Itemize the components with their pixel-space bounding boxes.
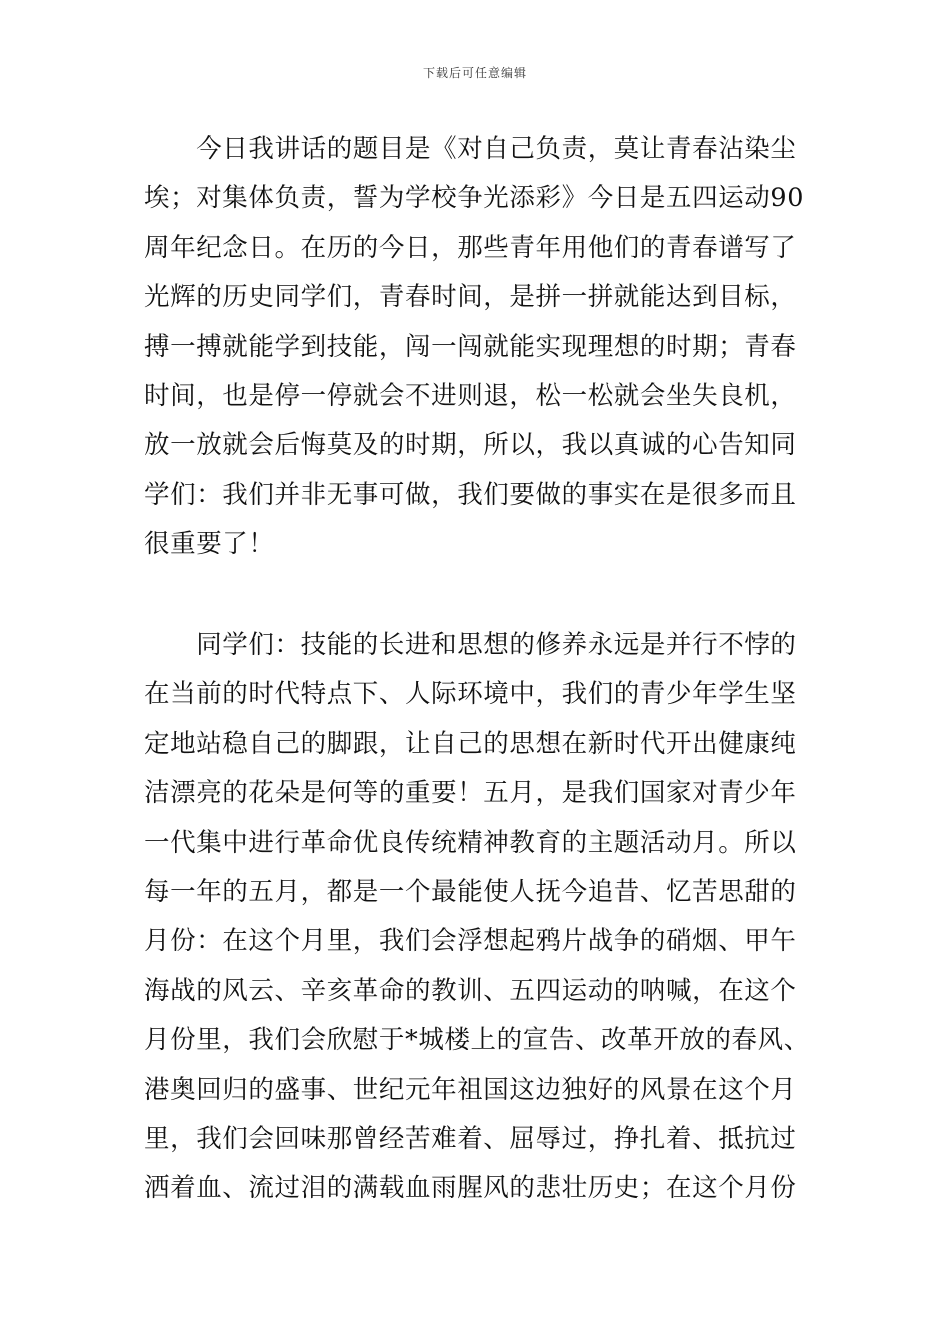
header-note: 下载后可任意编辑 — [422, 66, 527, 80]
paragraph-1 — [144, 125, 810, 570]
text-line: 里，我们会回味那曾经苦难着、屈辱过，挣扎着、抵抗过 — [144, 1123, 797, 1154]
paragraph-2 — [144, 621, 810, 1214]
text-line: 月份：在这个月里，我们会浮想起鸦片战争的硝烟、甲午 — [144, 926, 797, 957]
text-line: 时间，也是停一停就会不进则退，松一松就会坐失良机， — [144, 380, 797, 411]
text-line: 在当前的时代特点下、人际环境中，我们的青少年学生坚 — [144, 679, 797, 710]
text-line: 一代集中进行革命优良传统精神教育的主题活动月。所以 — [144, 827, 797, 858]
text-line: 洒着血、流过泪的满载血雨腥风的悲壮历史；在这个月份 — [144, 1173, 797, 1204]
text-line: 同学们：技能的长进和思想的修养永远是并行不悖的 — [144, 630, 797, 660]
text-line: 光辉的历史同学们，青春时间，是拼一拼就能达到目标， — [144, 282, 797, 313]
text-line: 每一年的五月，都是一个最能使人抚今追昔、忆苦思甜的 — [144, 876, 797, 907]
text-line: 定地站稳自己的脚跟，让自己的思想在新时代开出健康纯 — [144, 728, 797, 759]
text-line: 很重要了！ — [144, 529, 275, 560]
text-line: 洁漂亮的花朵是何等的重要！五月，是我们国家对青少年 — [144, 778, 797, 809]
text-line: 放一放就会后悔莫及的时期，所以，我以真诚的心告知同 — [144, 430, 797, 461]
text-line: 搏一搏就能学到技能，闯一闯就能实现理想的时期；青春 — [144, 331, 797, 362]
text-line: 海战的风云、辛亥革命的教训、五四运动的呐喊，在这个 — [144, 975, 797, 1006]
text-line: 港奥回归的盛事、世纪元年祖国这边独好的风景在这个月 — [144, 1074, 797, 1105]
text-line: 月份里，我们会欣慰于*城楼上的宣告、改革开放的春风、 — [144, 1025, 810, 1056]
text-line: 今日我讲话的题目是《对自己负责，莫让青春沾染尘 — [144, 134, 797, 164]
text-line: 周年纪念日。在历的今日，那些青年用他们的青春谱写了 — [144, 232, 797, 263]
text-line: 学们：我们并非无事可做，我们要做的事实在是很多而且 — [144, 479, 797, 510]
text-line: 埃；对集体负责，誓为学校争光添彩》今日是五四运动90 — [144, 183, 805, 214]
